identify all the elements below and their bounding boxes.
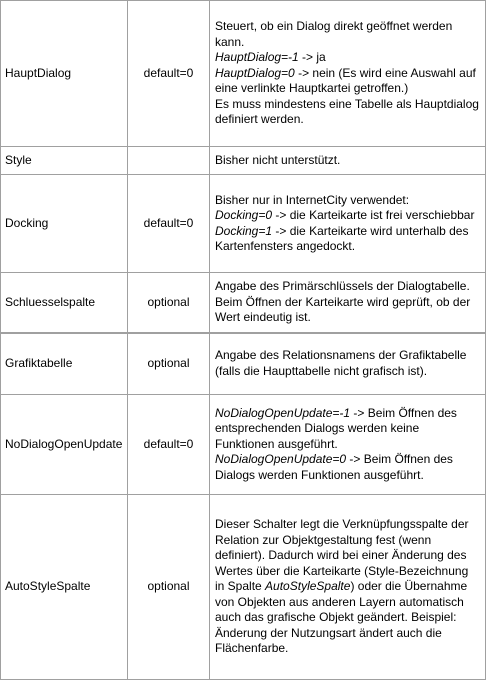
param-description [210,495,486,680]
table-row [1,495,486,680]
table-row [1,333,486,395]
param-default [128,147,210,175]
param-name: AutoStyleSpalte [1,495,128,680]
param-default: optional [128,333,210,395]
description-line: Docking=0 -> die Karteikarte ist frei verschiebbar [215,208,475,222]
param-name: Schluesselspalte [1,273,128,333]
description-line: Angabe des Primärschlüssels der Dialogtabelle. Beim Öffnen der Karteikarte wird geprüft, ob der Wert eindeutig ist. [215,279,471,324]
param-description [210,395,486,495]
description-line: Bisher nicht unterstützt. [215,152,341,167]
table-row [1,395,486,495]
description-line: HauptDialog=-1 -> ja [215,50,326,65]
param-description [210,333,486,395]
description-line: NoDialogOpenUpdate=0 -> Beim Öffnen des Dialogs werden Funktionen ausgeführt. [215,452,453,482]
table-row [1,175,486,273]
table-row [1,273,486,333]
description-line: Docking=1 -> die Karteikarte wird unterhalb des Kartenfensters angedockt. [215,223,469,253]
description-line: Es muss mindestens eine Tabelle als Hauptdialog definiert werden. [215,96,479,127]
param-description [210,1,486,147]
param-name: Style [1,147,128,175]
param-name: HauptDialog [1,1,128,147]
param-description [210,175,486,273]
param-description [210,273,486,333]
param-default: default=0 [128,395,210,495]
description-line: NoDialogOpenUpdate=-1 -> Beim Öffnen des entsprechenden Dialogs werden keine Funktionen ausgeführt. [215,405,457,451]
param-default: default=0 [128,1,210,147]
param-name: Docking [1,175,128,273]
table-row [1,147,486,175]
table-row [1,1,486,147]
description-line: Steuert, ob ein Dialog direkt geöffnet werden kann. [215,19,453,49]
param-default: optional [128,273,210,333]
param-default: optional [128,495,210,680]
description-line: Dieser Schalter legt die Verknüpfungsspalte der Relation zur Objektgestaltung fest (wenn definiert). Dadurch wird bei einer Änderung des Wertes über die Karteikarte (Style-Bezeichnung in Spalte AutoStyleSpalte) oder die Übernahme von Objekten aus anderen Layern automatisch auch das grafische Objekt geändert. Beispiel: Änderung der Nutzungsart ändert auch die Flächenfarbe. [215,517,469,656]
param-default: default=0 [128,175,210,273]
description-line: Angabe des Relationsnamens der Grafiktabelle (falls die Haupttabelle nicht grafisch ist). [215,348,467,378]
param-name: NoDialogOpenUpdate [1,395,128,495]
description-line: HauptDialog=0 -> nein (Es wird eine Auswahl auf eine verlinkte Hauptkartei getroffen.) [215,65,476,96]
param-description [210,147,486,175]
description-line: Bisher nur in InternetCity verwendet: [215,192,410,207]
param-name: Grafiktabelle [1,333,128,395]
